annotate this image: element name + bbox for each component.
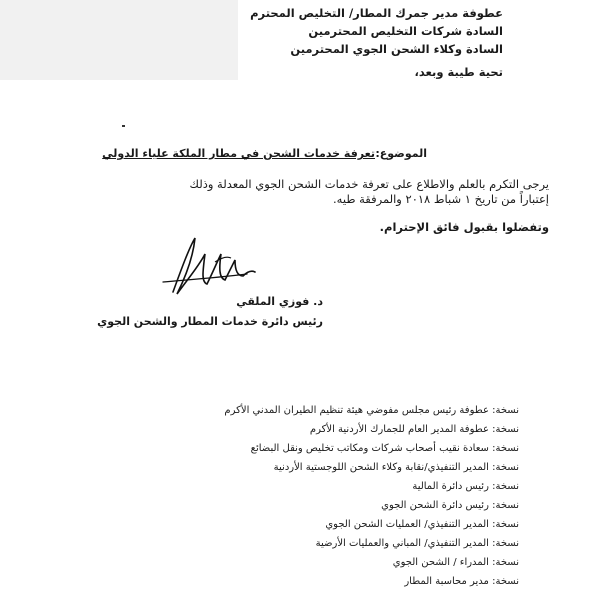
closing-line: وتفضلوا بقبول فائق الإحترام. — [379, 220, 549, 234]
copy-line — [325, 520, 519, 530]
copy-line — [310, 425, 519, 435]
signatory-title: رئيس دائرة خدمات المطار والشحن الجوي — [97, 315, 323, 328]
copy-prefix: نسخة: — [488, 443, 519, 454]
copy-prefix: نسخة: — [488, 557, 519, 568]
scan-shadow — [0, 0, 238, 80]
greeting: تحية طيبة وبعد، — [414, 65, 503, 79]
copy-recipient: المدراء / الشحن الجوي — [392, 557, 489, 568]
subject-label: الموضوع: — [375, 147, 427, 160]
addressee-line: عطوفة مدير جمرك المطار/ التخليص المحترم — [250, 6, 503, 20]
copy-line — [316, 539, 519, 549]
copy-line — [393, 558, 519, 568]
copy-prefix: نسخة: — [488, 481, 519, 492]
body-line: يرجى التكرم بالعلم والاطلاع على تعرفة خدمات الشحن الجوي المعدلة وذلك — [189, 177, 549, 191]
handwritten-signature — [155, 232, 265, 302]
copy-prefix: نسخة: — [488, 424, 519, 435]
body-line: إعتباراً من تاريخ ١ شباط ٢٠١٨ والمرفقة طيه. — [333, 192, 549, 206]
copy-recipient: عطوفة رئيس مجلس مفوضي هيئة تنظيم الطيران المدني الأكرم — [224, 405, 489, 416]
copy-line — [274, 463, 519, 473]
copy-prefix: نسخة: — [488, 462, 519, 473]
copy-recipient: رئيس دائرة الشحن الجوي — [381, 500, 489, 511]
copy-line — [251, 444, 519, 454]
copy-recipient: عطوفة المدير العام للجمارك الأردنية الأكرم — [309, 424, 489, 435]
addressee-line: السادة شركات التخليص المحترمين — [308, 24, 503, 38]
copy-prefix: نسخة: — [488, 538, 519, 549]
copy-recipient: سعادة نقيب أصحاب شركات ومكاتب تخليص ونقل البضائع — [250, 443, 489, 454]
copy-line — [224, 406, 519, 416]
copy-recipient: مدير محاسبة المطار — [404, 576, 489, 587]
signatory-name: د. فوزي الملقي — [236, 295, 323, 308]
addressee-line: السادة وكلاء الشحن الجوي المحترمين — [290, 42, 503, 56]
copy-line — [412, 482, 519, 492]
copy-prefix: نسخة: — [488, 519, 519, 530]
copy-recipient: المدير التنفيذي/نقابة وكلاء الشحن اللوجستية الأردنية — [273, 462, 489, 473]
copy-line — [404, 577, 519, 587]
scan-speck — [122, 125, 125, 127]
subject-text: تعرفة خدمات الشحن في مطار الملكة علياء الدولي — [102, 147, 375, 160]
copy-line — [381, 501, 519, 511]
copy-prefix: نسخة: — [488, 405, 519, 416]
copy-recipient: رئيس دائرة المالية — [412, 481, 489, 492]
copy-recipient: المدير التنفيذي/ العمليات الشحن الجوي — [325, 519, 489, 530]
copy-prefix: نسخة: — [488, 500, 519, 511]
copy-recipient: المدير التنفيذي/ المباني والعمليات الأرضية — [315, 538, 489, 549]
copy-prefix: نسخة: — [488, 576, 519, 587]
